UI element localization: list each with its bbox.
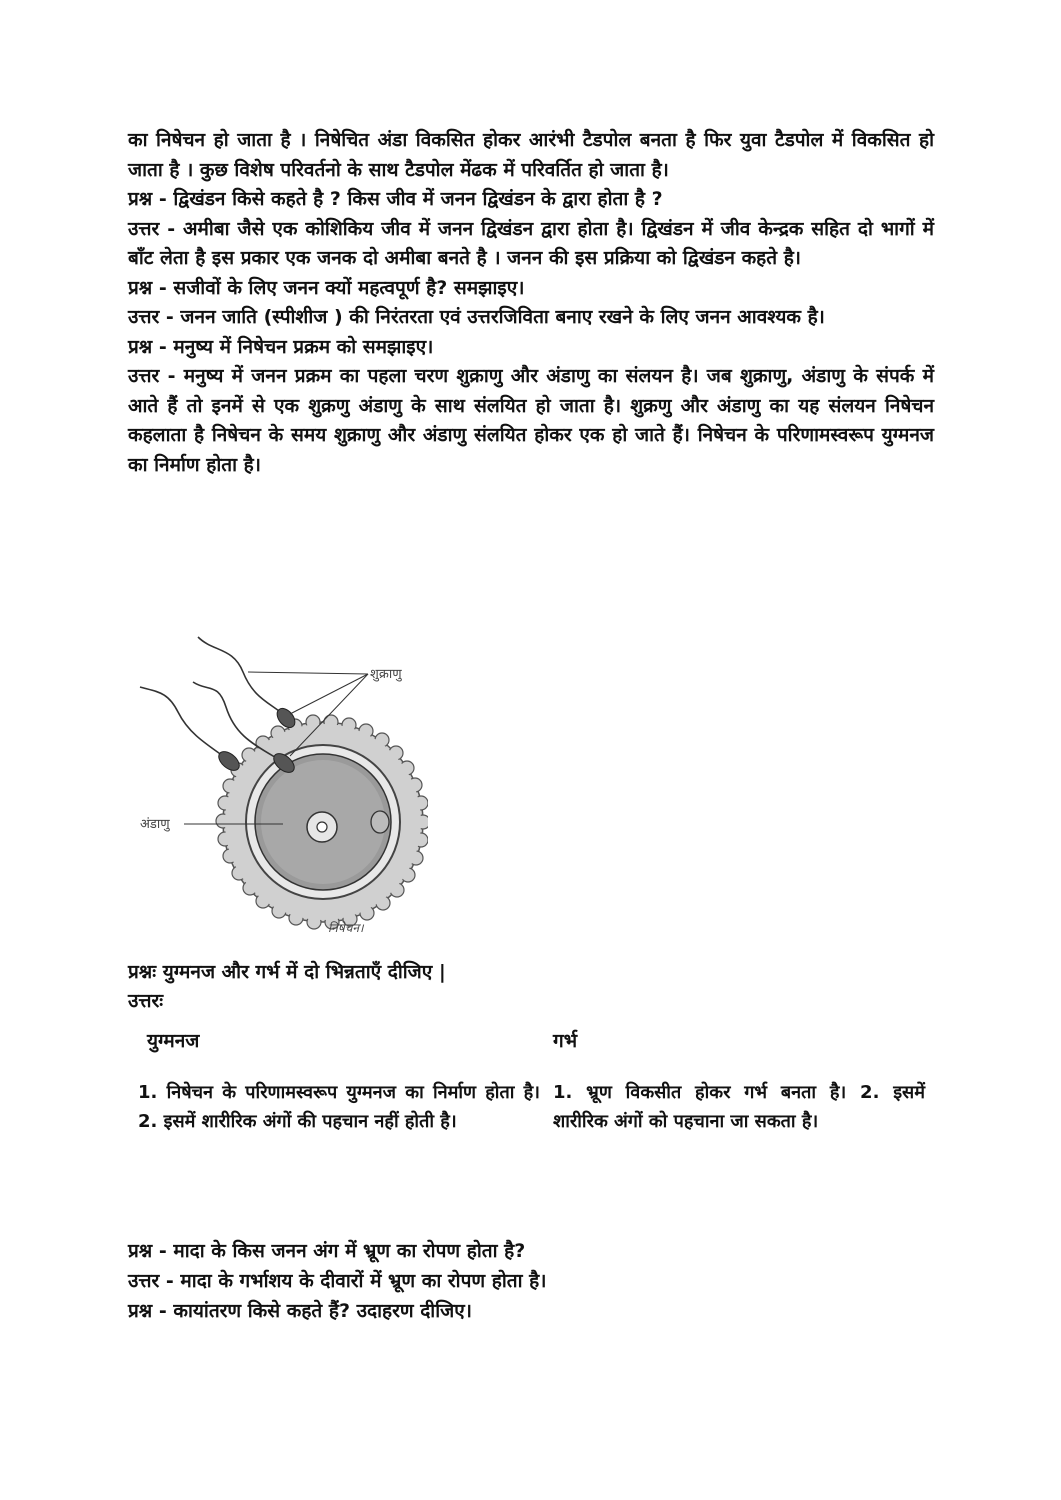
answer-label: उत्तरः [128, 990, 164, 1012]
question-metamorphosis: प्रश्न - कायांतरण किसे कहते हैं? उदाहरण दीजिए। [128, 1300, 472, 1322]
sperm-cells [140, 637, 298, 776]
answer-binary-fission: उत्तर - अमीबा जैसे एक कोशिकिय जीव में जनन द्विखंडन द्वारा होता है। द्विखंडन में जीव केन्द्रक सहित दो भागों में बाँट लेता है इस प्रकार एक जनक दो अमीबा बनते है । जनन की इस प्रक्रिया को द्विखंडन कहते है। [128, 217, 934, 269]
answer-reproduction-importance: उत्तर - जनन जाति (स्पीशीज ) की निरंतरता एवं उत्तरजिविता बनाए रखने के लिए जनन आवश्यक है। [128, 306, 825, 328]
fertilization-diagram [138, 632, 428, 942]
label-ovum: अंडाणु [140, 817, 170, 832]
question-zygote-embryo: प्रश्नः युग्मनज और गर्भ में दो भिन्नताएँ दीजिए | [128, 961, 446, 983]
column-embryo: 1. भ्रूण विकसीत होकर गर्भ बनता है। 2. इसमें शारीरिक अंगों को पहचाना जा सकता है। [553, 1082, 925, 1132]
fertilization-figure [138, 632, 428, 942]
answer-fertilization: उत्तर - मनुष्य में जनन प्रक्रम का पहला चरण शुक्राणु और अंडाणु का संलयन है। जब शुक्राणु, अंडाणु के संपर्क में आते हैं तो इनमें से एक शुक्रणु अंडाणु के साथ संलयित हो जाता है। शुक्रणु और अंडाणु का यह संलयन निषेचन कहलाता है निषेचन के समय शुक्राणु और अंडाणु संलयित होकर एक हो जाते हैं। निषेचन के परिणामस्वरूप युग्मनज का निर्माण होता है। [128, 365, 934, 476]
column-header-zygote: युग्मनज [147, 1030, 200, 1052]
label-sperm: शुक्राणु [370, 667, 402, 682]
main-text [128, 126, 934, 480]
figure-caption: निषेचन। [328, 921, 364, 935]
question-implantation: प्रश्न - मादा के किस जनन अंग में भ्रूण का रोपण होता है? [128, 1240, 526, 1262]
question-reproduction-importance: प्रश्न - सजीवों के लिए जनन क्यों महत्वपूर्ण है? समझाइए। [128, 276, 525, 299]
question-fertilization: प्रश्न - मनुष्य में निषेचन प्रक्रम को समझाइए। [128, 335, 434, 358]
zygote-embryo-question [128, 958, 446, 1016]
bottom-questions [128, 1236, 546, 1326]
paragraph-tadpole: का निषेचन हो जाता है । निषेचित अंडा विकसित होकर आरंभी टैडपोल बनता है फिर युवा टैडपोल में विकसित हो जाता है । कुछ विशेष परिवर्तनो के साथ टैडपोल मेंढक में परिवर्तित हो जाता है। [128, 129, 934, 181]
column-header-embryo: गर्भ [553, 1030, 578, 1052]
polar-body [371, 811, 389, 833]
answer-implantation: उत्तर - मादा के गर्भाशय के दीवारों में भ्रूण का रोपण होता है। [128, 1270, 547, 1292]
column-zygote: 1. निषेचन के परिणामस्वरूप युग्मनज का निर्माण होता है। 2. इसमें शारीरिक अंगों की पहचान नहीं होती है। [138, 1082, 540, 1132]
question-binary-fission: प्रश्न - द्विखंडन किसे कहते है ? किस जीव में जनन द्विखंडन के द्वारा होता है ? [128, 188, 663, 210]
